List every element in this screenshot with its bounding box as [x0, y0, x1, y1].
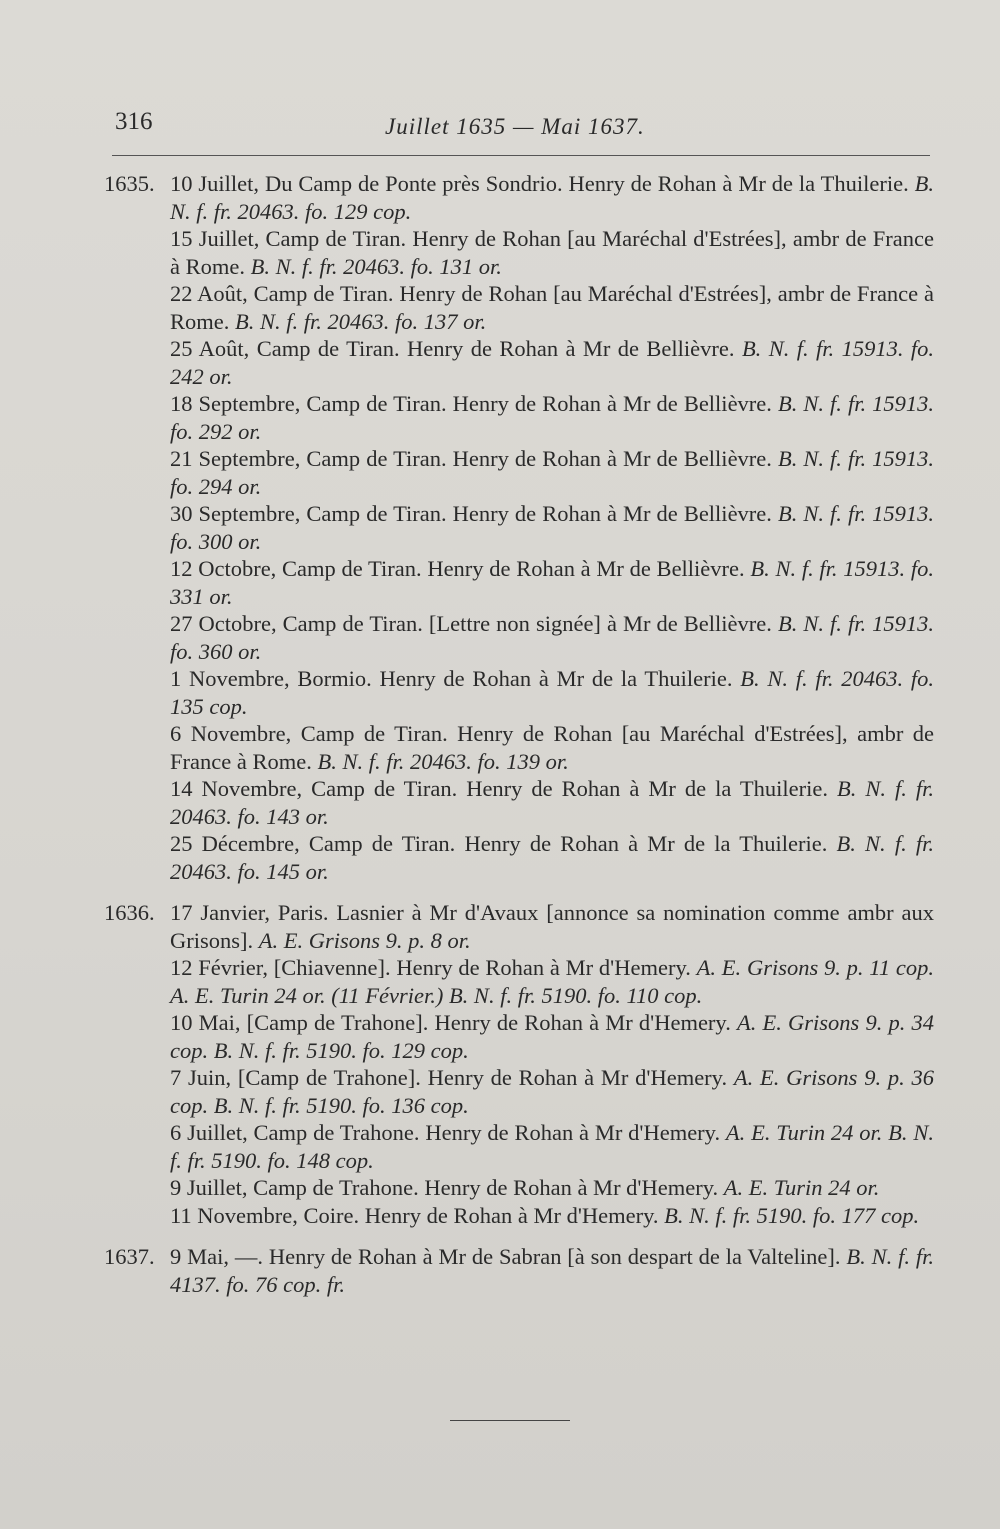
entry-source: B. N. f. fr. 4137. fo. 76 cop. fr.	[170, 1244, 934, 1297]
entry	[104, 775, 934, 830]
entry-source: A. E. Turin 24 or.	[723, 1175, 880, 1200]
entry-source: B. N. f. fr. 15913. fo. 294 or.	[170, 446, 934, 499]
entry	[104, 720, 934, 775]
entry-text: 25 Décembre, Camp de Tiran. Henry de Rohan à Mr de la Thuilerie.	[170, 831, 828, 856]
entry	[104, 1009, 934, 1064]
entry	[104, 1174, 934, 1202]
header-rule	[112, 155, 930, 156]
entry	[104, 1119, 934, 1174]
entry-source: A. E. Grisons 9. p. 36 cop. B. N. f. fr. 5190. fo. 136 cop.	[170, 1065, 934, 1118]
entry-source: B. N. f. fr. 20463. fo. 139 or.	[317, 748, 569, 774]
entry-source: B. N. f. fr. 15913. fo. 242 or.	[170, 336, 934, 389]
entry-text: 27 Octobre, Camp de Tiran. [Lettre non signée] à Mr de Bellièvre.	[170, 611, 772, 636]
entry	[104, 1202, 934, 1230]
entry-text: 25 Août, Camp de Tiran. Henry de Rohan à Mr de Bellièvre.	[170, 336, 735, 361]
entry	[104, 1243, 934, 1298]
entry	[104, 335, 934, 390]
entry-text: 9 Mai, —. Henry de Rohan à Mr de Sabran [à son despart de la Valteline].	[170, 1244, 841, 1269]
entry	[104, 445, 934, 500]
entry-source: A. E. Turin 24 or. B. N. f. fr. 5190. fo. 148 cop.	[170, 1120, 935, 1173]
entry	[104, 899, 934, 954]
entry-source: B. N. f. fr. 20463. fo. 137 or.	[235, 308, 487, 334]
entry	[104, 500, 934, 555]
entry-text: 17 Janvier, Paris. Lasnier à Mr d'Avaux [annonce sa nomination comme ambr aux Grisons].	[170, 900, 934, 953]
entry-text: 10 Juillet, Du Camp de Ponte près Sondrio. Henry de Rohan à Mr de la Thuilerie.	[170, 171, 909, 196]
entry	[104, 665, 934, 720]
entry-text: 1 Novembre, Bormio. Henry de Rohan à Mr de la Thuilerie.	[170, 666, 733, 691]
entry	[104, 555, 934, 610]
page-header	[0, 108, 1000, 148]
entry-source: B. N. f. fr. 20463. fo. 129 cop.	[170, 171, 935, 224]
entry-text: 6 Juillet, Camp de Trahone. Henry de Rohan à Mr d'Hemery.	[170, 1120, 721, 1145]
entry-year: 1637.	[104, 1244, 155, 1269]
entry	[104, 225, 934, 280]
entry-text: 7 Juin, [Camp de Trahone]. Henry de Rohan à Mr d'Hemery.	[170, 1065, 728, 1090]
entry-text: 11 Novembre, Coire. Henry de Rohan à Mr d'Hemery.	[170, 1202, 659, 1228]
entry-source: B. N. f. fr. 20463. fo. 131 or.	[250, 253, 502, 279]
page-number: 316	[115, 108, 153, 135]
entry-source: B. N. f. fr. 15913. fo. 360 or.	[170, 611, 935, 664]
entry	[104, 280, 934, 335]
running-title: Juillet 1635 — Mai 1637.	[385, 114, 645, 139]
entry-text: 22 Août, Camp de Tiran. Henry de Rohan [au Maréchal d'Estrées], ambr de France à Rome.	[170, 281, 934, 334]
entry-text: 12 Février, [Chiavenne]. Henry de Rohan à Mr d'Hemery.	[170, 955, 691, 980]
entry-source: B. N. f. fr. 15913. fo. 300 or.	[170, 501, 934, 554]
entry-source: B. N. f. fr. 20463. fo. 143 or.	[170, 776, 934, 829]
entry-source: A. E. Grisons 9. p. 34 cop. B. N. f. fr. 5190. fo. 129 cop.	[170, 1010, 934, 1063]
entry-source: A. E. Grisons 9. p. 8 or.	[258, 927, 471, 953]
entry-text: 21 Septembre, Camp de Tiran. Henry de Rohan à Mr de Bellièvre.	[170, 446, 772, 471]
entry-source: B. N. f. fr. 20463. fo. 135 cop.	[170, 666, 934, 719]
entry-text: 10 Mai, [Camp de Trahone]. Henry de Rohan à Mr d'Hemery.	[170, 1010, 731, 1035]
entry	[104, 830, 934, 885]
end-rule	[450, 1420, 570, 1421]
entry-text: 30 Septembre, Camp de Tiran. Henry de Rohan à Mr de Bellièvre.	[170, 501, 772, 526]
entry-source: A. E. Grisons 9. p. 11 cop. A. E. Turin 24 or. (11 Février.) B. N. f. fr. 5190. fo. 110 cop.	[170, 955, 935, 1008]
entry-source: B. N. f. fr. 20463. fo. 145 or.	[170, 831, 934, 884]
entry-list	[104, 170, 934, 1298]
entry-text: 12 Octobre, Camp de Tiran. Henry de Rohan à Mr de Bellièvre.	[170, 556, 745, 581]
entry	[104, 954, 934, 1009]
entry-source: B. N. f. fr. 15913. fo. 292 or.	[170, 391, 934, 444]
entry-text: 18 Septembre, Camp de Tiran. Henry de Rohan à Mr de Bellièvre.	[170, 391, 772, 416]
entry	[104, 170, 934, 225]
entry-year: 1635.	[104, 171, 155, 196]
entry-year: 1636.	[104, 900, 155, 925]
entry	[104, 610, 934, 665]
entry-text: 9 Juillet, Camp de Trahone. Henry de Rohan à Mr d'Hemery.	[170, 1175, 719, 1200]
entry	[104, 1064, 934, 1119]
entry-text: 6 Novembre, Camp de Tiran. Henry de Rohan [au Maréchal d'Estrées], ambr de France à Rome.	[170, 721, 934, 774]
entry-source: B. N. f. fr. 15913. fo. 331 or.	[170, 556, 934, 609]
entry-text: 14 Novembre, Camp de Tiran. Henry de Rohan à Mr de la Thuilerie.	[170, 776, 828, 801]
entry	[104, 390, 934, 445]
entry-text: 15 Juillet, Camp de Tiran. Henry de Rohan [au Maréchal d'Estrées], ambr de France à Rome.	[170, 226, 934, 279]
entry-source: B. N. f. fr. 5190. fo. 177 cop.	[664, 1202, 920, 1228]
